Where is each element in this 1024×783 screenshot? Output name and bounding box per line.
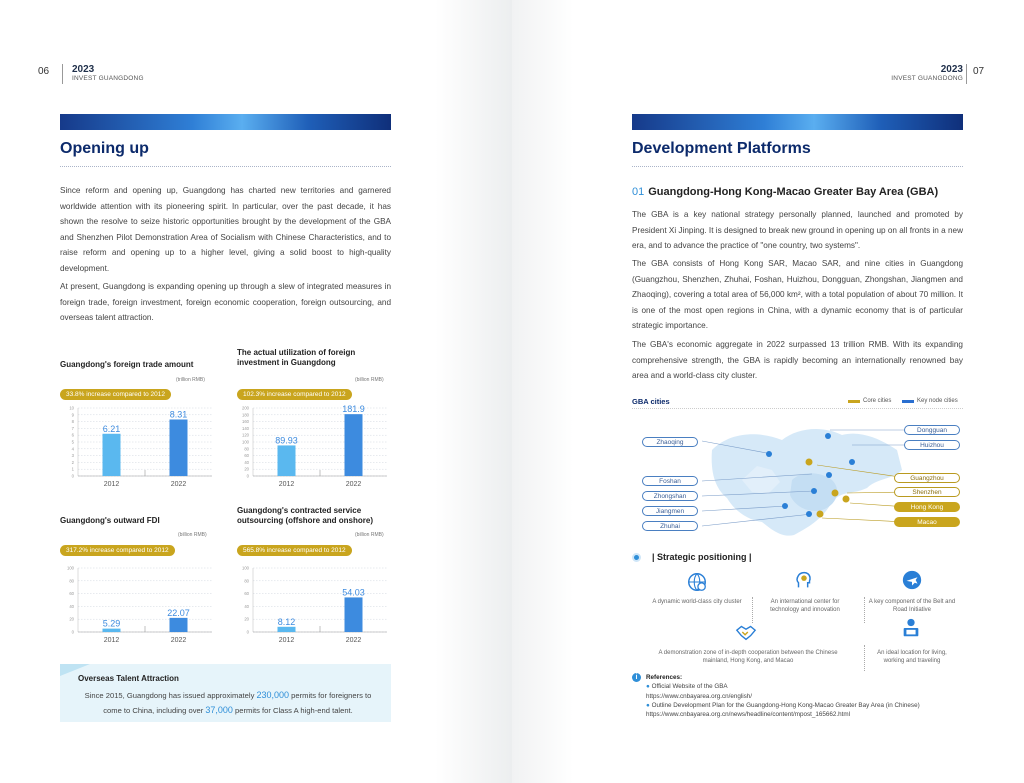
reference-2-name-text: Outline Development Plan for the Guangdong-Hong Kong-Macao Greater Bay Area (in Chinese) bbox=[651, 701, 920, 709]
badge-fdi-in bbox=[237, 389, 352, 400]
badge-trade bbox=[60, 389, 171, 400]
city-label-zhuhai: Zhuhai bbox=[642, 521, 698, 531]
map-divider bbox=[632, 408, 963, 409]
strategic-title-text: Strategic positioning bbox=[657, 552, 747, 562]
x-tick-label: 2012 bbox=[278, 637, 295, 644]
map-title: GBA cities bbox=[632, 397, 670, 406]
references-title: References: bbox=[646, 674, 683, 681]
right-page bbox=[512, 0, 1024, 783]
y-tick-label: 20 bbox=[244, 466, 249, 472]
legend-node bbox=[902, 398, 958, 404]
badge-fdi-in-text: increase compared to 2012 bbox=[265, 391, 346, 398]
badge-fdi-in-pct: 102.3% bbox=[243, 391, 266, 398]
city-label-hongkong: Hong Kong bbox=[894, 502, 960, 512]
badge-fdi-out-text: increase compared to 2012 bbox=[88, 547, 169, 554]
city-label-macao: Macao bbox=[894, 517, 960, 527]
talent-number-permits: 230,000 bbox=[256, 690, 290, 700]
header-year: 2023 bbox=[72, 64, 95, 75]
value-label: 8.31 bbox=[169, 409, 188, 420]
chart-title-fdi-in: The actual utilization of foreign investment in Guangdong bbox=[237, 348, 356, 367]
gba-map bbox=[702, 410, 912, 545]
city-label-zhongshan: Zhongshan bbox=[642, 491, 698, 501]
chart-unit-outsourcing: (billion RMB) bbox=[355, 532, 384, 538]
x-tick-label: 2022 bbox=[170, 637, 187, 644]
city-label-jiangmen: Jiangmen bbox=[642, 506, 698, 516]
reference-1-name-text: Official Website of the GBA bbox=[651, 683, 728, 691]
intro-paragraph: Since reform and opening up, Guangdong has charted new territories and garnered worldwide attention with its pioneering spirit. In particular, over the past decade, it has shown the resolve to seize historic opportunities brought by the development of the GBA and Shenzhen Pilot Demonstration Area of Socialism with Chinese Characteristics, and to raise reform and opening up to a higher level, giving a solid boost to high-quality development. bbox=[60, 186, 391, 273]
section-number: 01 bbox=[632, 186, 645, 198]
city-label-shenzhen: Shenzhen bbox=[894, 487, 960, 497]
value-label: 89.93 bbox=[275, 435, 298, 446]
chart-fdi-out bbox=[60, 564, 220, 648]
position-separator bbox=[752, 597, 753, 623]
chart-unit-trade: (trillion RMB) bbox=[176, 377, 205, 383]
badge-trade-text: increase compared to 2012 bbox=[84, 391, 166, 398]
talent-text-1: Since 2015, Guangdong has issued approximately bbox=[84, 691, 257, 700]
person-laptop-icon bbox=[900, 617, 922, 639]
gba-paragraph-3: The GBA's economic aggregate in 2022 surpassed 13 trillion RMB. With its expanding comprehensive strength, the GBA is rapidly becoming an internationally renowned bay area and a world-class city cluster. bbox=[632, 340, 963, 381]
y-tick-label: 100 bbox=[242, 565, 249, 571]
x-tick-label: 2012 bbox=[103, 481, 120, 488]
value-label: 5.29 bbox=[102, 618, 121, 629]
badge-fdi-out-pct: 317.2% bbox=[66, 547, 89, 554]
y-tick-label: 5 bbox=[71, 439, 74, 445]
gba-paragraph-1: The GBA is a key national strategy personally planned, launched and promoted by President Xi Jinping. It is designed to break new ground in opening up on all fronts in a new era, and to advance the practice of "one country, two systems". bbox=[632, 210, 963, 251]
y-tick-label: 160 bbox=[242, 419, 249, 425]
page-number: 06 bbox=[38, 66, 50, 77]
y-tick-label: 200 bbox=[242, 405, 249, 411]
y-tick-label: 80 bbox=[244, 446, 249, 452]
chart-fdi-in bbox=[235, 404, 395, 492]
y-tick-label: 60 bbox=[244, 591, 249, 597]
section-banner-right bbox=[632, 114, 963, 130]
bar-2012 bbox=[103, 434, 121, 476]
talent-text bbox=[78, 688, 378, 718]
y-tick-label: 7 bbox=[71, 425, 74, 431]
y-tick-label: 20 bbox=[244, 616, 249, 622]
page-number-right: 07 bbox=[973, 66, 985, 77]
position-label-5: An ideal location for living, working and traveling bbox=[877, 650, 947, 664]
badge-outsourcing-text: increase compared to 2012 bbox=[265, 547, 346, 554]
reference-1-url[interactable]: https://www.cnbayarea.org.cn/english/ bbox=[646, 692, 753, 700]
reference-1-name: ● Official Website of the GBA bbox=[646, 683, 728, 691]
value-label: 8.12 bbox=[277, 616, 296, 627]
section-heading bbox=[632, 186, 938, 198]
y-tick-label: 3 bbox=[71, 453, 74, 459]
y-tick-label: 40 bbox=[69, 603, 74, 609]
y-tick-label: 140 bbox=[242, 425, 249, 431]
chart-unit-fdi-in: (billion RMB) bbox=[355, 377, 384, 383]
legend-core bbox=[848, 398, 891, 404]
header-divider-right bbox=[966, 64, 967, 84]
y-tick-label: 0 bbox=[246, 629, 249, 635]
city-label-dongguan: Dongguan bbox=[904, 425, 960, 435]
badge-trade-pct: 33.8% bbox=[66, 391, 85, 398]
bar-2022 bbox=[170, 618, 188, 632]
talent-title: Overseas Talent Attraction bbox=[78, 674, 179, 683]
airplane-icon bbox=[901, 569, 923, 591]
header-divider bbox=[62, 64, 63, 84]
info-icon: i bbox=[632, 673, 641, 682]
y-tick-label: 8 bbox=[71, 419, 74, 425]
value-label: 22.07 bbox=[167, 607, 190, 618]
y-tick-label: 100 bbox=[67, 565, 74, 571]
y-tick-label: 6 bbox=[71, 432, 74, 438]
bar-2012 bbox=[278, 445, 296, 476]
x-tick-label: 2012 bbox=[103, 637, 120, 644]
section-title: Guangdong-Hong Kong-Macao Greater Bay Area (GBA) bbox=[648, 186, 939, 198]
page-title-right: Development Platforms bbox=[632, 140, 811, 157]
y-tick-label: 9 bbox=[71, 412, 74, 418]
position-label-3: A key component of the Belt and Road Initiative bbox=[868, 599, 956, 613]
y-tick-label: 4 bbox=[71, 446, 74, 452]
talent-number-class-a: 37,000 bbox=[205, 705, 233, 715]
chart-title-outsourcing: Guangdong's contracted service outsourcing (offshore and onshore) bbox=[237, 506, 373, 525]
globe-icon bbox=[686, 571, 708, 593]
gba-paragraph-2: The GBA consists of Hong Kong SAR, Macao SAR, and nine cities in Guangdong (Guangzhou, Shenzhen, Zhuhai, Foshan, Huizhou, Dongguan, Zhongshan, Jiangmen and Zhaoqing), covering a total area of 56,000 km², with a total population of about 70 million. It is one of the most open regions in China, with a dynamic economy that is of particular strategic importance. bbox=[632, 259, 963, 331]
y-tick-label: 80 bbox=[244, 578, 249, 584]
talent-text-2: permits for foreigners to come to China, including over bbox=[103, 691, 372, 715]
city-label-zhaoqing: Zhaoqing bbox=[642, 437, 698, 447]
title-divider-right bbox=[632, 166, 963, 167]
bar-2022 bbox=[170, 419, 188, 476]
running-header-right bbox=[886, 64, 963, 82]
city-label-foshan: Foshan bbox=[642, 476, 698, 486]
talent-text-3: permits for Class A high-end talent. bbox=[232, 706, 353, 715]
references bbox=[646, 673, 976, 719]
handshake-icon bbox=[735, 621, 757, 643]
legend-core-label: Core cities bbox=[863, 398, 892, 404]
value-label: 6.21 bbox=[102, 423, 121, 434]
position-label-4: A demonstration zone of in-depth cooperation between the Chinese mainland, Hong Kong, and Macao bbox=[658, 650, 838, 664]
reference-2-name: ● Outline Development Plan for the Guangdong-Hong Kong-Macao Greater Bay Area (in Chinese) bbox=[646, 701, 920, 709]
chart-trade bbox=[60, 404, 220, 492]
bar-2012 bbox=[103, 629, 121, 632]
legend-node-label: Key node cities bbox=[917, 398, 958, 404]
x-tick-label: 2022 bbox=[345, 637, 362, 644]
bar-2012 bbox=[278, 627, 296, 632]
value-label: 54.03 bbox=[342, 587, 365, 598]
chart-unit-fdi-out: (billion RMB) bbox=[178, 532, 207, 538]
y-tick-label: 1 bbox=[71, 466, 74, 472]
x-tick-label: 2022 bbox=[170, 481, 187, 488]
y-tick-label: 40 bbox=[244, 459, 249, 465]
y-tick-label: 0 bbox=[246, 473, 249, 479]
strategic-bullet-icon bbox=[632, 553, 641, 562]
talent-box bbox=[60, 664, 391, 722]
x-tick-label: 2012 bbox=[278, 481, 295, 488]
chart-outsourcing bbox=[235, 564, 395, 648]
y-tick-label: 20 bbox=[69, 616, 74, 622]
y-tick-label: 120 bbox=[242, 432, 249, 438]
bar-2022 bbox=[345, 414, 363, 476]
measures-paragraph: At present, Guangdong is expanding opening up through a slew of integrated measures in foreign trade, foreign investment, foreign economic cooperation, foreign outsourcing, and overseas talent attraction. bbox=[60, 282, 391, 323]
bar-2022 bbox=[345, 597, 363, 632]
running-header bbox=[72, 64, 144, 82]
position-label-1: A dynamic world-class city cluster bbox=[652, 599, 742, 605]
y-tick-label: 180 bbox=[242, 412, 249, 418]
header-publication: INVEST GUANGDONG bbox=[72, 75, 144, 82]
city-label-guangzhou: Guangzhou bbox=[894, 473, 960, 483]
chart-title-trade: Guangdong's foreign trade amount bbox=[60, 360, 194, 369]
badge-fdi-out bbox=[60, 545, 175, 556]
section-banner bbox=[60, 114, 391, 130]
y-tick-label: 100 bbox=[242, 439, 249, 445]
badge-outsourcing-pct: 565.8% bbox=[243, 547, 266, 554]
strategic-title: | Strategic positioning | bbox=[652, 552, 752, 562]
badge-outsourcing bbox=[237, 545, 352, 556]
value-label: 181.9 bbox=[342, 404, 365, 415]
y-tick-label: 60 bbox=[244, 453, 249, 459]
header-year-right: 2023 bbox=[940, 64, 963, 75]
y-tick-label: 10 bbox=[69, 405, 74, 411]
y-tick-label: 0 bbox=[71, 629, 74, 635]
page-title: Opening up bbox=[60, 140, 149, 157]
y-tick-label: 0 bbox=[71, 473, 74, 479]
x-tick-label: 2022 bbox=[345, 481, 362, 488]
city-label-huizhou: Huizhou bbox=[904, 440, 960, 450]
lightbulb-head-icon bbox=[793, 569, 815, 591]
position-separator bbox=[864, 645, 865, 671]
y-tick-label: 80 bbox=[69, 578, 74, 584]
reference-2-url[interactable]: https://www.cnbayarea.org.cn/news/headline/content/mpost_165662.html bbox=[646, 711, 851, 719]
header-publication-right: INVEST GUANGDONG bbox=[891, 75, 963, 82]
position-separator bbox=[864, 597, 865, 623]
title-divider bbox=[60, 166, 391, 167]
y-tick-label: 60 bbox=[69, 591, 74, 597]
chart-title-fdi-out: Guangdong's outward FDI bbox=[60, 516, 160, 525]
y-tick-label: 2 bbox=[71, 459, 74, 465]
legend-node-swatch bbox=[902, 400, 914, 403]
legend-core-swatch bbox=[848, 400, 860, 403]
position-label-2: An international center for technology and innovation bbox=[770, 599, 840, 613]
y-tick-label: 40 bbox=[244, 603, 249, 609]
